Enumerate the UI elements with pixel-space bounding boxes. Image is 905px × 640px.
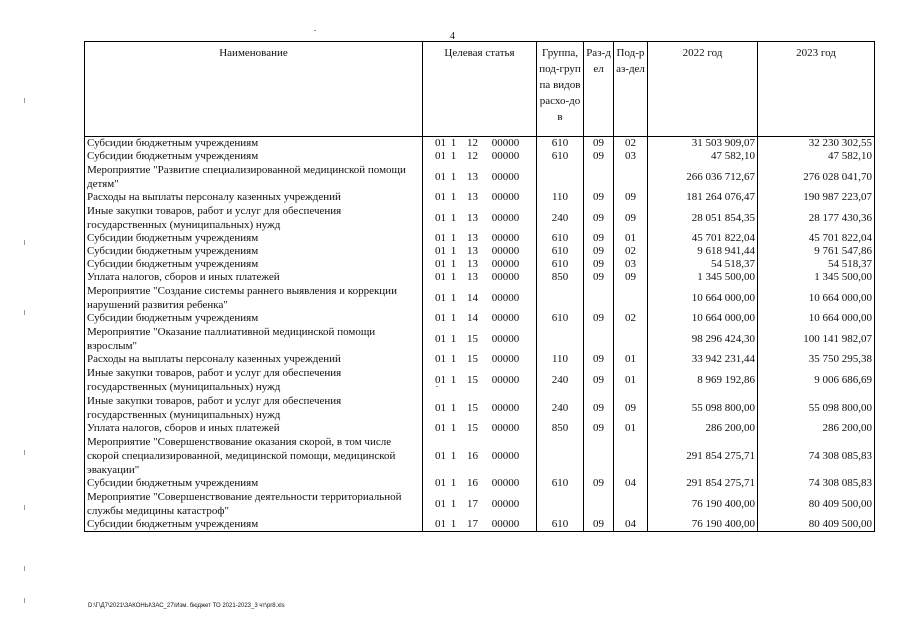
target-code-part: 00000 bbox=[491, 245, 520, 257]
expense-group-cell: 110 bbox=[537, 353, 584, 366]
target-code-part: 1 bbox=[450, 191, 457, 203]
target-code-part: 00000 bbox=[491, 232, 520, 244]
target-code-part: 1 bbox=[450, 211, 457, 224]
expense-group-cell bbox=[537, 435, 584, 477]
target-code-part: 1 bbox=[450, 477, 457, 489]
target-code-part: 01 bbox=[435, 497, 446, 510]
expense-group-cell: 610 bbox=[537, 477, 584, 490]
target-code-part: 00000 bbox=[491, 258, 520, 270]
amount-2023-cell: 74 308 085,83 bbox=[758, 477, 875, 490]
target-article-cell bbox=[423, 163, 537, 191]
amount-2022-cell: 286 200,00 bbox=[648, 422, 758, 435]
section-cell: 09 bbox=[584, 232, 614, 245]
target-code-part: 1 bbox=[450, 332, 457, 345]
expense-group-cell: 240 bbox=[537, 366, 584, 394]
target-code-part: 1 bbox=[450, 312, 457, 324]
target-code-part: 1 bbox=[450, 245, 457, 257]
table-row bbox=[85, 258, 875, 271]
table-row bbox=[85, 477, 875, 490]
target-article-cell bbox=[423, 312, 537, 325]
table-row bbox=[85, 150, 875, 163]
header-subsection: Под-раз-дел bbox=[614, 42, 648, 137]
target-code-part: 1 bbox=[450, 150, 457, 162]
subsection-cell: 01 bbox=[614, 353, 648, 366]
name-cell: Мероприятие "Создание системы раннего выявления и коррекции нарушений развития ребенка" bbox=[85, 284, 423, 312]
header-year-2022: 2022 год bbox=[648, 42, 758, 137]
table-body bbox=[85, 137, 875, 532]
target-code-part: 01 bbox=[435, 211, 446, 224]
target-code-part: 00000 bbox=[491, 518, 520, 530]
section-cell: 09 bbox=[584, 518, 614, 532]
section-cell bbox=[584, 325, 614, 353]
target-article-cell bbox=[423, 284, 537, 312]
amount-2022-cell: 266 036 712,67 bbox=[648, 163, 758, 191]
target-code-part: 17 bbox=[467, 497, 478, 510]
subsection-cell bbox=[614, 284, 648, 312]
amount-2023-cell: 10 664 000,00 bbox=[758, 312, 875, 325]
amount-2023-cell: 80 409 500,00 bbox=[758, 490, 875, 518]
target-code-part: 15 bbox=[467, 401, 478, 414]
target-code-part: 01 bbox=[435, 518, 446, 530]
amount-2023-cell: 47 582,10 bbox=[758, 150, 875, 163]
target-code-part: 13 bbox=[467, 245, 478, 257]
target-code-part: 1 bbox=[450, 291, 457, 304]
target-article-cell bbox=[423, 150, 537, 163]
amount-2022-cell: 10 664 000,00 bbox=[648, 284, 758, 312]
expense-group-cell: 610 bbox=[537, 245, 584, 258]
amount-2022-cell: 291 854 275,71 bbox=[648, 477, 758, 490]
name-cell: Расходы на выплаты персоналу казенных учреждений bbox=[85, 191, 423, 204]
table-row bbox=[85, 394, 875, 422]
target-code-part: 00000 bbox=[491, 449, 520, 462]
section-cell: 09 bbox=[584, 312, 614, 325]
target-code-part: 00000 bbox=[491, 312, 520, 324]
target-article-cell bbox=[423, 422, 537, 435]
name-cell: Субсидии бюджетным учреждениям bbox=[85, 150, 423, 163]
target-code-part: 13 bbox=[467, 211, 478, 224]
table-row bbox=[85, 353, 875, 366]
target-code-part: 01 bbox=[435, 332, 446, 345]
target-code-part: 01 bbox=[435, 170, 446, 183]
target-code-part: 01 bbox=[435, 258, 446, 270]
subsection-cell: 09 bbox=[614, 191, 648, 204]
subsection-cell: 09 bbox=[614, 204, 648, 232]
table-row bbox=[85, 271, 875, 284]
subsection-cell: 01 bbox=[614, 232, 648, 245]
target-code-part: 1 bbox=[450, 170, 457, 183]
header-name: Наименование bbox=[85, 42, 423, 137]
header-target-article: Целевая статья bbox=[423, 42, 537, 137]
amount-2022-cell: 55 098 800,00 bbox=[648, 394, 758, 422]
expense-group-cell: 610 bbox=[537, 258, 584, 271]
target-code-part: 01 bbox=[435, 373, 446, 386]
amount-2022-cell: 76 190 400,00 bbox=[648, 518, 758, 532]
amount-2022-cell: 8 969 192,86 bbox=[648, 366, 758, 394]
amount-2023-cell: 276 028 041,70 bbox=[758, 163, 875, 191]
margin-mark bbox=[24, 566, 25, 571]
target-article-cell bbox=[423, 232, 537, 245]
table-row bbox=[85, 366, 875, 394]
scan-speck bbox=[314, 30, 316, 31]
target-code-part: 00000 bbox=[491, 150, 520, 162]
subsection-cell bbox=[614, 490, 648, 518]
target-code-part: 1 bbox=[450, 258, 457, 270]
subsection-cell: 04 bbox=[614, 518, 648, 532]
section-cell: 09 bbox=[584, 191, 614, 204]
target-code-part: 01 bbox=[435, 271, 446, 283]
margin-mark bbox=[24, 450, 25, 455]
page-number: 4 bbox=[450, 31, 455, 42]
amount-2022-cell: 28 051 854,35 bbox=[648, 204, 758, 232]
subsection-cell: 03 bbox=[614, 150, 648, 163]
section-cell bbox=[584, 435, 614, 477]
target-code-part: 01 bbox=[435, 477, 446, 489]
expense-group-cell bbox=[537, 163, 584, 191]
name-cell: Субсидии бюджетным учреждениям bbox=[85, 258, 423, 271]
target-article-cell bbox=[423, 204, 537, 232]
target-code-part: 1 bbox=[450, 373, 457, 386]
target-code-part: 13 bbox=[467, 191, 478, 203]
expense-group-cell: 610 bbox=[537, 312, 584, 325]
budget-table bbox=[84, 41, 875, 532]
target-code-part: 1 bbox=[450, 401, 457, 414]
target-article-cell bbox=[423, 258, 537, 271]
target-code-part: 00000 bbox=[491, 170, 520, 183]
target-code-part: 13 bbox=[467, 271, 478, 283]
section-cell: 09 bbox=[584, 271, 614, 284]
amount-2022-cell: 1 345 500,00 bbox=[648, 271, 758, 284]
target-code-part: 01 bbox=[435, 422, 446, 434]
amount-2023-cell: 9 006 686,69 bbox=[758, 366, 875, 394]
margin-mark bbox=[24, 598, 25, 603]
expense-group-cell: 610 bbox=[537, 232, 584, 245]
target-code-part: 13 bbox=[467, 170, 478, 183]
target-article-cell bbox=[423, 518, 537, 532]
expense-group-cell: 610 bbox=[537, 150, 584, 163]
target-article-cell bbox=[423, 191, 537, 204]
target-article-cell bbox=[423, 366, 537, 394]
amount-2022-cell: 181 264 076,47 bbox=[648, 191, 758, 204]
target-code-part: 15 bbox=[467, 373, 478, 386]
table-row bbox=[85, 204, 875, 232]
amount-2023-cell: 190 987 223,07 bbox=[758, 191, 875, 204]
table-row bbox=[85, 490, 875, 518]
target-code-part: 1 bbox=[450, 137, 457, 149]
subsection-cell: 04 bbox=[614, 477, 648, 490]
margin-mark bbox=[24, 240, 25, 245]
amount-2023-cell: 10 664 000,00 bbox=[758, 284, 875, 312]
section-cell: 09 bbox=[584, 150, 614, 163]
table-row bbox=[85, 325, 875, 353]
target-code-part: 1 bbox=[450, 422, 457, 434]
section-cell bbox=[584, 163, 614, 191]
target-code-part: 00000 bbox=[491, 271, 520, 283]
margin-mark bbox=[24, 310, 25, 315]
scan-speck bbox=[436, 386, 438, 387]
name-cell: Уплата налогов, сборов и иных платежей bbox=[85, 422, 423, 435]
target-code-part: 01 bbox=[435, 401, 446, 414]
target-article-cell bbox=[423, 325, 537, 353]
table-row bbox=[85, 191, 875, 204]
target-code-part: 14 bbox=[467, 291, 478, 304]
name-cell: Иные закупки товаров, работ и услуг для обеспечения государственных (муниципальных) нужд bbox=[85, 366, 423, 394]
file-path-footer: D:\Г\Д7\2021\ЗАКОНЫ\ЗАС_27\Изм. бюджет ТО 2021-2023_3 чт\pr8.xls bbox=[88, 603, 285, 609]
amount-2022-cell: 98 296 424,30 bbox=[648, 325, 758, 353]
expense-group-cell bbox=[537, 490, 584, 518]
section-cell: 09 bbox=[584, 258, 614, 271]
target-code-part: 01 bbox=[435, 137, 446, 149]
amount-2023-cell: 45 701 822,04 bbox=[758, 232, 875, 245]
header-section: Раз-дел bbox=[584, 42, 614, 137]
target-code-part: 00000 bbox=[491, 401, 520, 414]
subsection-cell bbox=[614, 435, 648, 477]
amount-2022-cell: 54 518,37 bbox=[648, 258, 758, 271]
section-cell bbox=[584, 284, 614, 312]
section-cell: 09 bbox=[584, 366, 614, 394]
target-article-cell bbox=[423, 271, 537, 284]
target-code-part: 01 bbox=[435, 353, 446, 365]
amount-2023-cell: 286 200,00 bbox=[758, 422, 875, 435]
target-code-part: 00000 bbox=[491, 353, 520, 365]
table-row bbox=[85, 137, 875, 151]
section-cell: 09 bbox=[584, 353, 614, 366]
amount-2023-cell: 35 750 295,38 bbox=[758, 353, 875, 366]
subsection-cell: 01 bbox=[614, 422, 648, 435]
name-cell: Мероприятие "Развитие специализированной медицинской помощи детям" bbox=[85, 163, 423, 191]
name-cell: Субсидии бюджетным учреждениям bbox=[85, 137, 423, 151]
amount-2022-cell: 10 664 000,00 bbox=[648, 312, 758, 325]
target-code-part: 01 bbox=[435, 245, 446, 257]
target-code-part: 12 bbox=[467, 150, 478, 162]
margin-mark bbox=[24, 505, 25, 510]
table-header bbox=[85, 42, 875, 137]
target-article-cell bbox=[423, 477, 537, 490]
target-code-part: 12 bbox=[467, 137, 478, 149]
margin-mark bbox=[24, 98, 25, 103]
expense-group-cell: 610 bbox=[537, 518, 584, 532]
target-code-part: 01 bbox=[435, 232, 446, 244]
amount-2022-cell: 45 701 822,04 bbox=[648, 232, 758, 245]
target-code-part: 1 bbox=[450, 271, 457, 283]
table-row bbox=[85, 518, 875, 532]
expense-group-cell bbox=[537, 325, 584, 353]
subsection-cell: 01 bbox=[614, 366, 648, 394]
target-code-part: 00000 bbox=[491, 332, 520, 345]
name-cell: Мероприятие "Оказание паллиативной медицинской помощи взрослым" bbox=[85, 325, 423, 353]
section-cell: 09 bbox=[584, 204, 614, 232]
name-cell: Субсидии бюджетным учреждениям bbox=[85, 518, 423, 532]
target-code-part: 13 bbox=[467, 258, 478, 270]
subsection-cell: 03 bbox=[614, 258, 648, 271]
name-cell: Мероприятие "Совершенствование оказания скорой, в том числе скорой специализированной, медицинской помощи, медицинской эвакуации" bbox=[85, 435, 423, 477]
amount-2022-cell: 47 582,10 bbox=[648, 150, 758, 163]
target-article-cell bbox=[423, 137, 537, 151]
target-code-part: 00000 bbox=[491, 497, 520, 510]
name-cell: Иные закупки товаров, работ и услуг для обеспечения государственных (муниципальных) нужд bbox=[85, 394, 423, 422]
subsection-cell: 09 bbox=[614, 271, 648, 284]
expense-group-cell: 850 bbox=[537, 271, 584, 284]
table-row bbox=[85, 312, 875, 325]
table-row bbox=[85, 245, 875, 258]
section-cell: 09 bbox=[584, 422, 614, 435]
section-cell: 09 bbox=[584, 477, 614, 490]
table-row bbox=[85, 284, 875, 312]
amount-2022-cell: 31 503 909,07 bbox=[648, 137, 758, 151]
subsection-cell bbox=[614, 163, 648, 191]
amount-2022-cell: 291 854 275,71 bbox=[648, 435, 758, 477]
target-code-part: 00000 bbox=[491, 422, 520, 434]
section-cell: 09 bbox=[584, 245, 614, 258]
expense-group-cell: 240 bbox=[537, 204, 584, 232]
table-row bbox=[85, 422, 875, 435]
target-code-part: 1 bbox=[450, 449, 457, 462]
target-code-part: 1 bbox=[450, 518, 457, 530]
target-article-cell bbox=[423, 353, 537, 366]
target-code-part: 01 bbox=[435, 191, 446, 203]
target-code-part: 00000 bbox=[491, 477, 520, 489]
header-year-2023: 2023 год bbox=[758, 42, 875, 137]
target-code-part: 1 bbox=[450, 353, 457, 365]
amount-2023-cell: 54 518,37 bbox=[758, 258, 875, 271]
expense-group-cell bbox=[537, 284, 584, 312]
target-code-part: 13 bbox=[467, 232, 478, 244]
target-code-part: 16 bbox=[467, 477, 478, 489]
target-code-part: 01 bbox=[435, 150, 446, 162]
target-code-part: 00000 bbox=[491, 291, 520, 304]
name-cell: Расходы на выплаты персоналу казенных учреждений bbox=[85, 353, 423, 366]
target-code-part: 01 bbox=[435, 291, 446, 304]
amount-2023-cell: 74 308 085,83 bbox=[758, 435, 875, 477]
target-code-part: 16 bbox=[467, 449, 478, 462]
amount-2022-cell: 9 618 941,44 bbox=[648, 245, 758, 258]
header-expense-group: Группа, под-группа видов расхо-дов bbox=[537, 42, 584, 137]
table-row bbox=[85, 435, 875, 477]
name-cell: Субсидии бюджетным учреждениям bbox=[85, 477, 423, 490]
expense-group-cell: 110 bbox=[537, 191, 584, 204]
amount-2023-cell: 80 409 500,00 bbox=[758, 518, 875, 532]
table-row bbox=[85, 163, 875, 191]
amount-2023-cell: 100 141 982,07 bbox=[758, 325, 875, 353]
target-code-part: 15 bbox=[467, 332, 478, 345]
target-code-part: 1 bbox=[450, 497, 457, 510]
target-code-part: 15 bbox=[467, 353, 478, 365]
target-code-part: 00000 bbox=[491, 191, 520, 203]
amount-2022-cell: 33 942 231,44 bbox=[648, 353, 758, 366]
target-article-cell bbox=[423, 435, 537, 477]
target-code-part: 01 bbox=[435, 312, 446, 324]
expense-group-cell: 240 bbox=[537, 394, 584, 422]
target-code-part: 14 bbox=[467, 312, 478, 324]
target-code-part: 00000 bbox=[491, 137, 520, 149]
subsection-cell: 02 bbox=[614, 137, 648, 151]
name-cell: Уплата налогов, сборов и иных платежей bbox=[85, 271, 423, 284]
section-cell: 09 bbox=[584, 394, 614, 422]
subsection-cell: 02 bbox=[614, 312, 648, 325]
target-code-part: 00000 bbox=[491, 211, 520, 224]
name-cell: Мероприятие "Совершенствование деятельности территориальной службы медицины катастроф" bbox=[85, 490, 423, 518]
name-cell: Субсидии бюджетным учреждениям bbox=[85, 232, 423, 245]
amount-2023-cell: 9 761 547,86 bbox=[758, 245, 875, 258]
amount-2023-cell: 32 230 302,55 bbox=[758, 137, 875, 151]
target-code-part: 00000 bbox=[491, 373, 520, 386]
amount-2023-cell: 1 345 500,00 bbox=[758, 271, 875, 284]
expense-group-cell: 850 bbox=[537, 422, 584, 435]
subsection-cell: 02 bbox=[614, 245, 648, 258]
target-article-cell bbox=[423, 490, 537, 518]
section-cell bbox=[584, 490, 614, 518]
section-cell: 09 bbox=[584, 137, 614, 151]
target-code-part: 01 bbox=[435, 449, 446, 462]
target-code-part: 17 bbox=[467, 518, 478, 530]
name-cell: Иные закупки товаров, работ и услуг для обеспечения государственных (муниципальных) нужд bbox=[85, 204, 423, 232]
name-cell: Субсидии бюджетным учреждениям bbox=[85, 312, 423, 325]
name-cell: Субсидии бюджетным учреждениям bbox=[85, 245, 423, 258]
table-row bbox=[85, 232, 875, 245]
target-code-part: 1 bbox=[450, 232, 457, 244]
target-article-cell bbox=[423, 394, 537, 422]
target-article-cell bbox=[423, 245, 537, 258]
amount-2023-cell: 55 098 800,00 bbox=[758, 394, 875, 422]
subsection-cell: 09 bbox=[614, 394, 648, 422]
target-code-part: 15 bbox=[467, 422, 478, 434]
expense-group-cell: 610 bbox=[537, 137, 584, 151]
amount-2022-cell: 76 190 400,00 bbox=[648, 490, 758, 518]
subsection-cell bbox=[614, 325, 648, 353]
amount-2023-cell: 28 177 430,36 bbox=[758, 204, 875, 232]
